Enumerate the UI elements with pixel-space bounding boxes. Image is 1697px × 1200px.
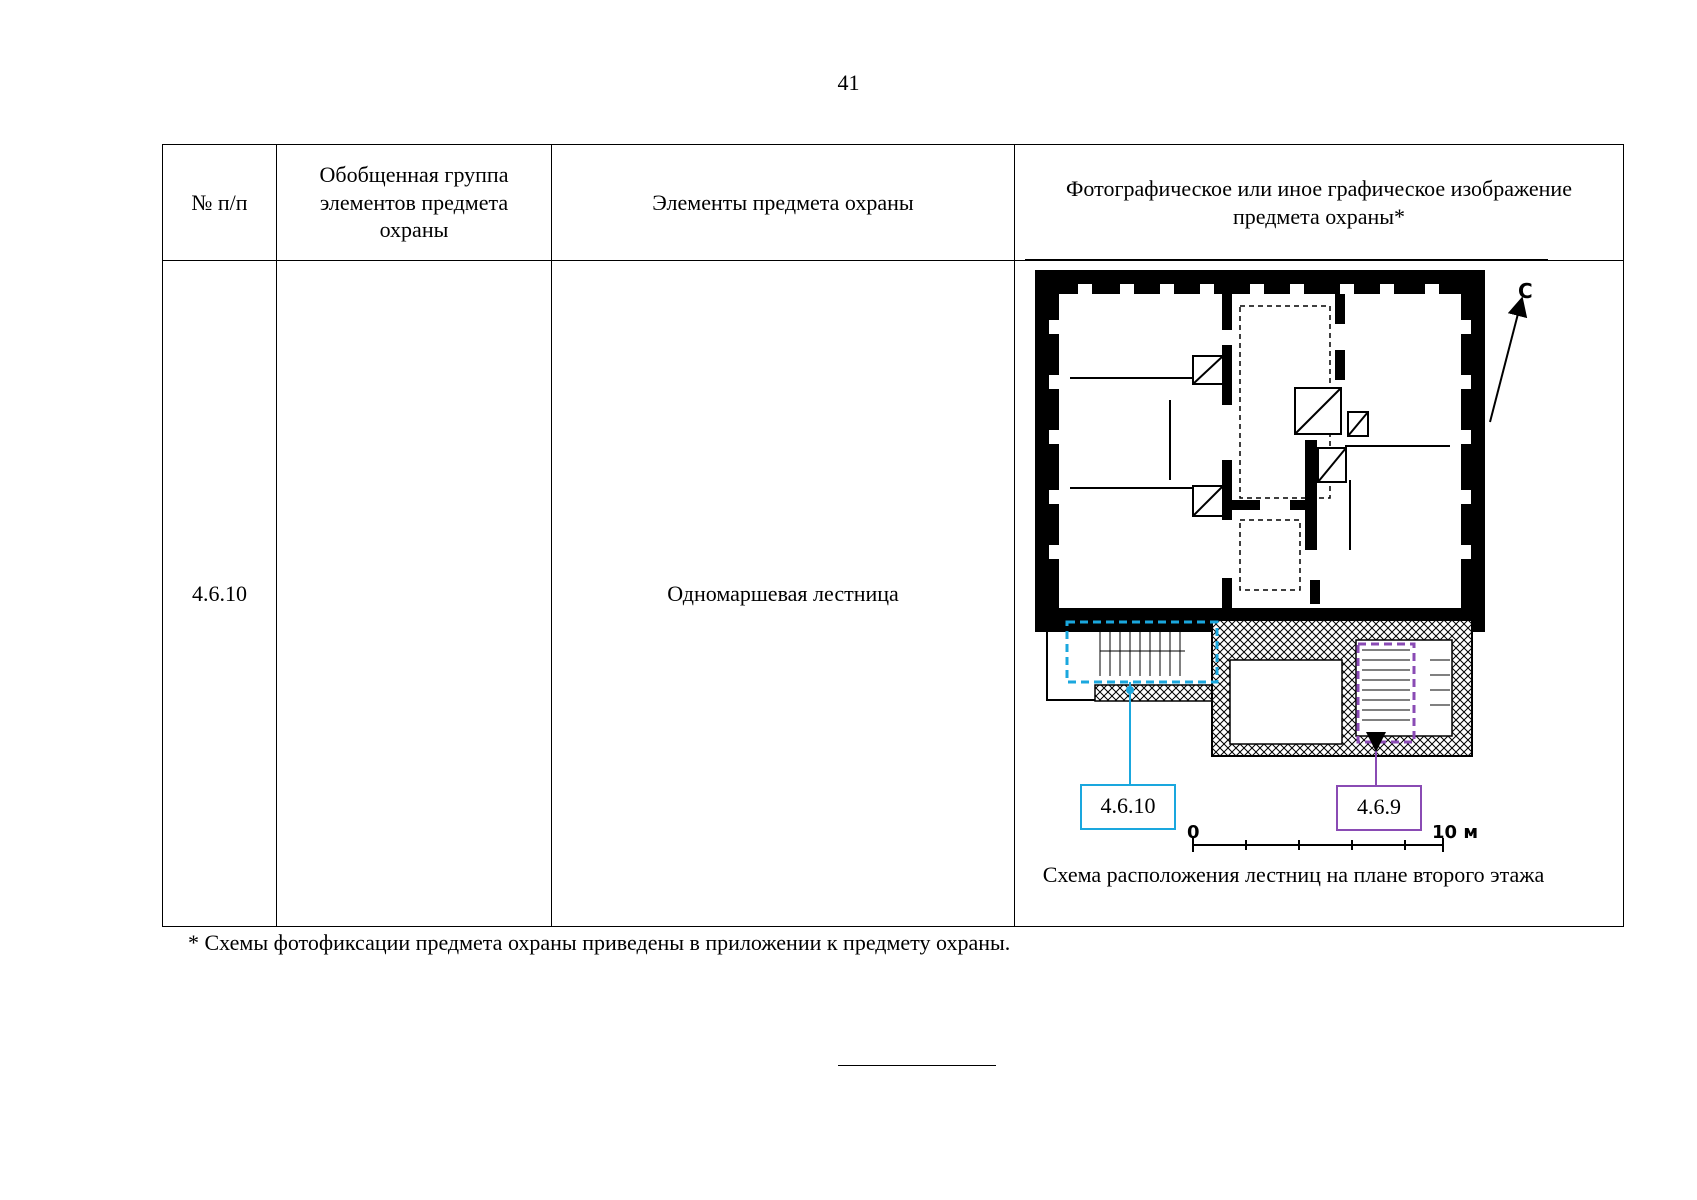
callout-4-6-9: 4.6.9 bbox=[1336, 785, 1422, 831]
footnote: * Схемы фотофиксации предмета охраны приведены в приложении к предмету охраны. bbox=[188, 930, 1011, 955]
scale-start-label: 0 bbox=[1187, 822, 1200, 843]
figure-caption: Схема расположения лестниц на плане второго этажа bbox=[1042, 862, 1545, 887]
row-element: Одномаршевая лестница bbox=[552, 261, 1015, 927]
header-num: № п/п bbox=[163, 145, 277, 261]
callout-4-6-10: 4.6.10 bbox=[1080, 784, 1176, 830]
north-label: С bbox=[1518, 279, 1533, 303]
north-arrow bbox=[1490, 306, 1520, 422]
outer-wall bbox=[1047, 282, 1473, 620]
stair-4-6-10 bbox=[1100, 626, 1185, 676]
end-separator-line bbox=[838, 1065, 996, 1066]
header-elements: Элементы предмета охраны bbox=[552, 145, 1015, 261]
thin-walls bbox=[1070, 378, 1450, 550]
page-number: 41 bbox=[837, 70, 860, 95]
scale-end-label: 10 м bbox=[1432, 822, 1479, 843]
row-num: 4.6.10 bbox=[163, 261, 277, 927]
window-notches bbox=[1049, 284, 1471, 559]
header-group: Обобщенная группа элементов предмета охраны bbox=[277, 145, 552, 261]
header-image: Фотографическое или иное графическое изображение предмета охраны* bbox=[1015, 145, 1624, 261]
scale-bar bbox=[1193, 838, 1443, 852]
